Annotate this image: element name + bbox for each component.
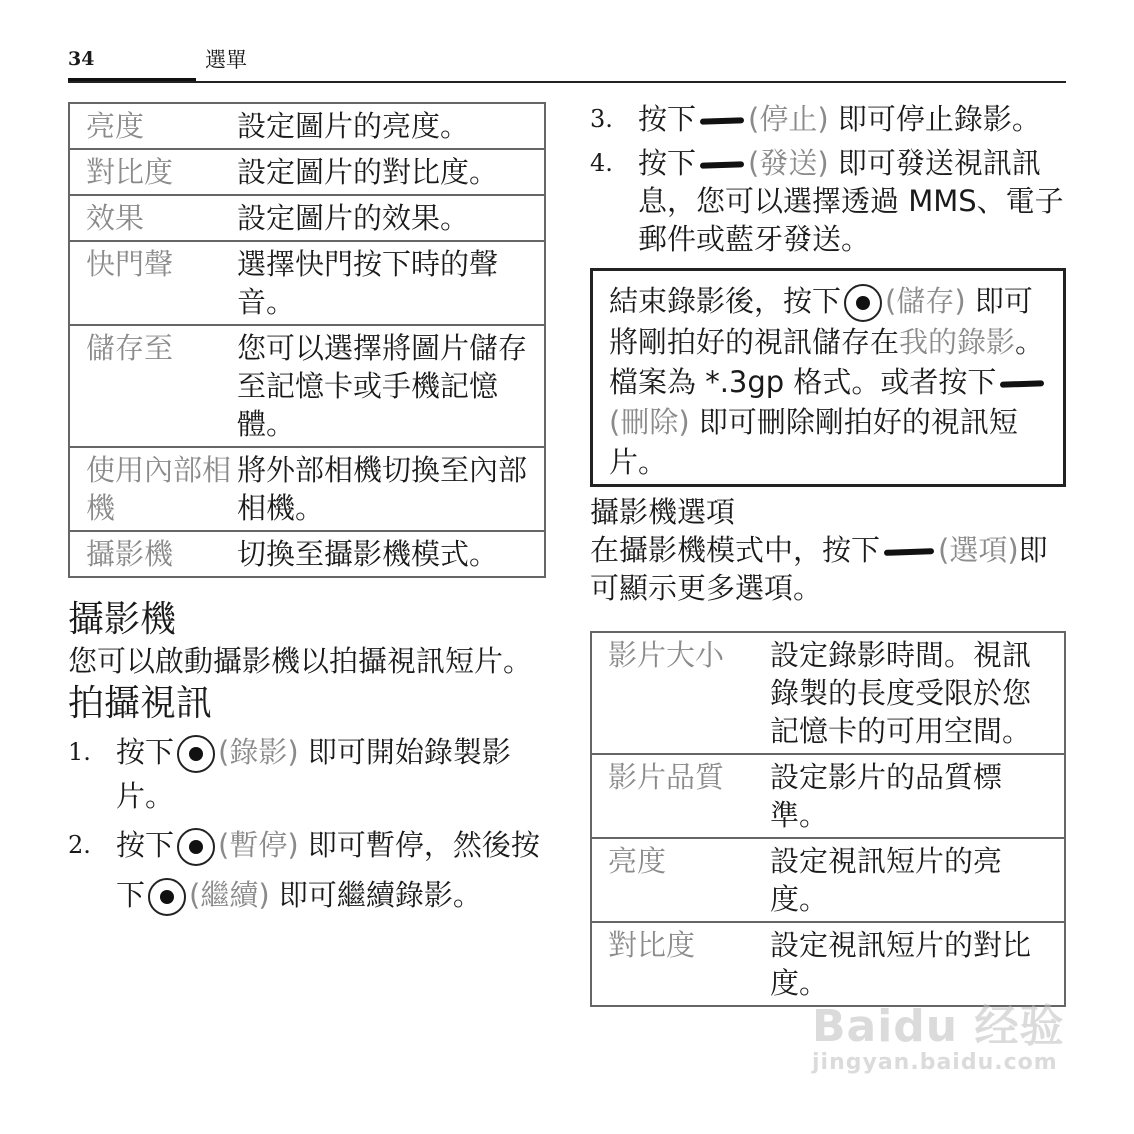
watermark-url: jingyan.baidu.com	[812, 1050, 1058, 1075]
setting-description: 設定圖片的對比度。	[237, 149, 545, 195]
step-text: 即可暫停，然後按下	[116, 828, 540, 912]
step-text: 按下	[116, 828, 175, 862]
section-title: 選單	[205, 48, 247, 72]
list-item	[68, 730, 546, 818]
setting-description: 切換至攝影機模式。	[237, 531, 545, 577]
camera-settings-table	[68, 102, 546, 578]
note-text: 。檔案為 *.3gp 格式。或者按下	[609, 325, 1045, 399]
camcorder-options-text	[590, 531, 1066, 607]
table-row	[69, 447, 545, 531]
list-item	[590, 100, 1066, 138]
key-label: (儲存)	[885, 284, 966, 318]
setting-label: 對比度	[69, 149, 237, 195]
header-rule	[68, 81, 1066, 83]
key-label: (發送)	[748, 146, 829, 180]
key-label: (刪除)	[609, 405, 690, 439]
note-text: 結束錄影後，按下	[609, 284, 842, 318]
setting-label: 效果	[69, 195, 237, 241]
setting-label: 亮度	[591, 838, 770, 922]
step-text: 按下	[116, 735, 175, 769]
left-column	[68, 102, 546, 920]
setting-description: 設定影片的品質標準。	[770, 754, 1065, 838]
setting-label: 使用內部相機	[69, 447, 237, 531]
setting-label: 對比度	[591, 922, 770, 1006]
step-text: 即可繼續錄影。	[269, 878, 482, 912]
setting-description: 設定視訊短片的對比度。	[770, 922, 1065, 1006]
key-label: (停止)	[748, 102, 829, 136]
table-row	[69, 149, 545, 195]
step-text: 即可發送視訊訊息，您可以選擇透過 MMS、電子郵件或藍牙發送。	[638, 146, 1064, 256]
setting-description: 設定錄影時間。視訊錄製的長度受限於您記憶卡的可用空間。	[770, 632, 1065, 754]
key-label: (錄影)	[218, 735, 299, 769]
setting-description: 設定圖片的效果。	[237, 195, 545, 241]
step-number: 3.	[590, 105, 613, 133]
center-key-icon	[148, 878, 186, 916]
record-steps-list	[68, 730, 546, 920]
step-text: 即可開始錄製影片。	[116, 735, 511, 813]
camcorder-intro: 您可以啟動攝影機以拍攝視訊短片。	[68, 644, 533, 678]
table-row	[69, 241, 545, 325]
table-row	[591, 754, 1065, 838]
table-row	[591, 838, 1065, 922]
left-softkey-icon	[1000, 380, 1044, 388]
my-videos-reference: 我的錄影	[899, 325, 1016, 359]
options-text: 在攝影機模式中，按下	[590, 533, 881, 567]
setting-description: 將外部相機切換至內部相機。	[237, 447, 545, 531]
setting-label: 亮度	[69, 103, 237, 149]
center-key-icon	[844, 284, 882, 322]
setting-description: 您可以選擇將圖片儲存至記憶卡或手機記憶體。	[237, 325, 545, 447]
table-row	[69, 531, 545, 577]
step-number: 2.	[68, 831, 91, 859]
step-text: 按下	[638, 146, 697, 180]
list-item	[68, 820, 546, 920]
right-softkey-icon	[884, 548, 934, 556]
record-steps-list-continued	[590, 100, 1066, 258]
setting-label: 快門聲	[69, 241, 237, 325]
table-row	[69, 195, 545, 241]
center-key-icon	[177, 828, 215, 866]
note-text: 即可將剛拍好的視訊儲存在	[609, 284, 1033, 359]
setting-description: 設定圖片的亮度。	[237, 103, 545, 149]
setting-label: 影片大小	[591, 632, 770, 754]
note-text: 即可刪除剛拍好的視訊短片。	[609, 405, 1018, 479]
video-settings-table	[590, 631, 1066, 1007]
table-row	[69, 325, 545, 447]
record-video-heading: 拍攝視訊	[68, 683, 213, 724]
key-label: (繼續)	[189, 878, 270, 912]
list-item	[590, 144, 1066, 258]
step-text: 按下	[638, 102, 697, 136]
right-column	[590, 100, 1066, 1007]
camcorder-options-heading: 攝影機選項	[590, 495, 736, 529]
step-number: 1.	[68, 738, 91, 766]
key-label: (暫停)	[218, 828, 299, 862]
watermark-logo-text: Baidu 经验	[812, 1001, 1065, 1052]
page-number: 34	[68, 48, 95, 70]
options-text: 即可顯示更多選項。	[590, 533, 1048, 605]
center-key-icon	[177, 735, 215, 773]
setting-label: 影片品質	[591, 754, 770, 838]
setting-label: 儲存至	[69, 325, 237, 447]
table-row	[591, 632, 1065, 754]
camcorder-heading: 攝影機	[68, 599, 177, 640]
left-softkey-icon	[700, 117, 744, 125]
step-number: 4.	[590, 149, 613, 177]
step-text: 即可停止錄影。	[828, 102, 1041, 136]
save-note-box	[590, 268, 1066, 487]
table-row	[69, 103, 545, 149]
key-label: (選項)	[938, 533, 1019, 567]
setting-label: 攝影機	[69, 531, 237, 577]
setting-description: 選擇快門按下時的聲音。	[237, 241, 545, 325]
setting-description: 設定視訊短片的亮度。	[770, 838, 1065, 922]
baidu-watermark	[812, 990, 1064, 1075]
right-softkey-icon	[700, 161, 744, 169]
